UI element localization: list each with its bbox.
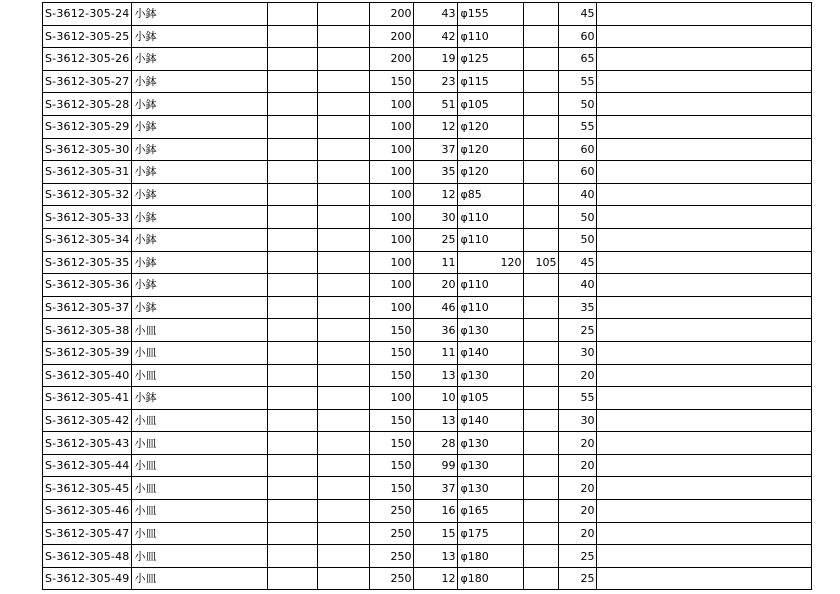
cell-quantity[interactable]: 250 bbox=[370, 522, 414, 545]
cell-stock[interactable]: 13 bbox=[414, 409, 458, 432]
cell-value[interactable]: 25 bbox=[559, 567, 597, 590]
cell-empty[interactable] bbox=[318, 500, 370, 523]
cell-name[interactable]: 小鉢 bbox=[132, 3, 268, 26]
table-row bbox=[43, 567, 812, 590]
table-row bbox=[43, 161, 812, 184]
cell-empty[interactable] bbox=[597, 3, 812, 26]
cell-code[interactable]: S-3612-305-38 bbox=[43, 319, 132, 342]
cell-size2[interactable] bbox=[524, 477, 559, 500]
cell-size2[interactable] bbox=[524, 387, 559, 410]
cell-size[interactable]: 120 bbox=[458, 251, 524, 274]
cell-size2[interactable] bbox=[524, 522, 559, 545]
cell-empty[interactable] bbox=[597, 454, 812, 477]
cell-size[interactable]: φ180 bbox=[458, 545, 524, 568]
cell-quantity[interactable]: 100 bbox=[370, 387, 414, 410]
cell-empty[interactable] bbox=[268, 48, 318, 71]
cell-quantity[interactable]: 100 bbox=[370, 228, 414, 251]
cell-quantity[interactable]: 150 bbox=[370, 319, 414, 342]
cell-stock[interactable]: 15 bbox=[414, 522, 458, 545]
cell-stock[interactable]: 20 bbox=[414, 274, 458, 297]
table-row bbox=[43, 138, 812, 161]
cell-value[interactable]: 20 bbox=[559, 477, 597, 500]
cell-empty[interactable] bbox=[268, 251, 318, 274]
table-row bbox=[43, 387, 812, 410]
cell-empty[interactable] bbox=[318, 138, 370, 161]
cell-empty[interactable] bbox=[268, 364, 318, 387]
cell-quantity[interactable]: 150 bbox=[370, 477, 414, 500]
cell-empty[interactable] bbox=[268, 545, 318, 568]
cell-empty[interactable] bbox=[597, 251, 812, 274]
cell-quantity[interactable]: 200 bbox=[370, 25, 414, 48]
cell-value[interactable]: 25 bbox=[559, 319, 597, 342]
table-row bbox=[43, 70, 812, 93]
cell-empty[interactable] bbox=[318, 25, 370, 48]
cell-stock[interactable]: 28 bbox=[414, 432, 458, 455]
cell-value[interactable]: 40 bbox=[559, 183, 597, 206]
cell-stock[interactable]: 12 bbox=[414, 567, 458, 590]
cell-code[interactable]: S-3612-305-40 bbox=[43, 364, 132, 387]
cell-name[interactable]: 小皿 bbox=[132, 341, 268, 364]
cell-size2[interactable] bbox=[524, 70, 559, 93]
cell-empty[interactable] bbox=[268, 70, 318, 93]
cell-size[interactable]: φ105 bbox=[458, 93, 524, 116]
cell-empty[interactable] bbox=[318, 567, 370, 590]
table-row bbox=[43, 183, 812, 206]
table-row bbox=[43, 93, 812, 116]
table-row bbox=[43, 409, 812, 432]
cell-empty[interactable] bbox=[268, 161, 318, 184]
cell-code[interactable]: S-3612-305-30 bbox=[43, 138, 132, 161]
cell-stock[interactable]: 11 bbox=[414, 341, 458, 364]
cell-empty[interactable] bbox=[318, 115, 370, 138]
cell-empty[interactable] bbox=[268, 274, 318, 297]
cell-size[interactable]: φ130 bbox=[458, 477, 524, 500]
cell-code[interactable]: S-3612-305-33 bbox=[43, 206, 132, 229]
cell-empty[interactable] bbox=[318, 432, 370, 455]
cell-code[interactable]: S-3612-305-25 bbox=[43, 25, 132, 48]
cell-size2[interactable] bbox=[524, 25, 559, 48]
cell-name[interactable]: 小鉢 bbox=[132, 274, 268, 297]
cell-size[interactable]: φ140 bbox=[458, 341, 524, 364]
cell-size2[interactable] bbox=[524, 274, 559, 297]
cell-size2[interactable]: 105 bbox=[524, 251, 559, 274]
cell-empty[interactable] bbox=[268, 115, 318, 138]
cell-code[interactable]: S-3612-305-34 bbox=[43, 228, 132, 251]
cell-value[interactable]: 20 bbox=[559, 364, 597, 387]
cell-empty[interactable] bbox=[597, 296, 812, 319]
cell-quantity[interactable]: 150 bbox=[370, 364, 414, 387]
cell-empty[interactable] bbox=[318, 409, 370, 432]
cell-quantity[interactable]: 100 bbox=[370, 115, 414, 138]
cell-size2[interactable] bbox=[524, 138, 559, 161]
cell-quantity[interactable]: 250 bbox=[370, 567, 414, 590]
cell-stock[interactable]: 13 bbox=[414, 364, 458, 387]
cell-name[interactable]: 小鉢 bbox=[132, 183, 268, 206]
cell-size[interactable]: φ130 bbox=[458, 364, 524, 387]
cell-stock[interactable]: 25 bbox=[414, 228, 458, 251]
table-row bbox=[43, 228, 812, 251]
cell-empty[interactable] bbox=[268, 228, 318, 251]
cell-empty[interactable] bbox=[268, 138, 318, 161]
cell-quantity[interactable]: 100 bbox=[370, 251, 414, 274]
cell-name[interactable]: 小鉢 bbox=[132, 138, 268, 161]
cell-value[interactable]: 55 bbox=[559, 70, 597, 93]
cell-quantity[interactable]: 150 bbox=[370, 454, 414, 477]
cell-value[interactable]: 50 bbox=[559, 228, 597, 251]
cell-empty[interactable] bbox=[318, 70, 370, 93]
table-row bbox=[43, 432, 812, 455]
cell-code[interactable]: S-3612-305-29 bbox=[43, 115, 132, 138]
cell-empty[interactable] bbox=[318, 274, 370, 297]
cell-code[interactable]: S-3612-305-39 bbox=[43, 341, 132, 364]
cell-stock[interactable]: 99 bbox=[414, 454, 458, 477]
table-row bbox=[43, 48, 812, 71]
cell-empty[interactable] bbox=[597, 477, 812, 500]
table-body bbox=[43, 3, 812, 590]
cell-code[interactable]: S-3612-305-47 bbox=[43, 522, 132, 545]
cell-value[interactable]: 20 bbox=[559, 500, 597, 523]
table-row bbox=[43, 522, 812, 545]
cell-stock[interactable]: 11 bbox=[414, 251, 458, 274]
cell-empty[interactable] bbox=[268, 319, 318, 342]
cell-code[interactable]: S-3612-305-42 bbox=[43, 409, 132, 432]
cell-value[interactable]: 40 bbox=[559, 274, 597, 297]
cell-value[interactable]: 30 bbox=[559, 341, 597, 364]
cell-size[interactable]: φ110 bbox=[458, 228, 524, 251]
cell-empty[interactable] bbox=[318, 3, 370, 26]
table-row bbox=[43, 115, 812, 138]
table-row bbox=[43, 25, 812, 48]
cell-stock[interactable]: 13 bbox=[414, 545, 458, 568]
cell-name[interactable]: 小鉢 bbox=[132, 115, 268, 138]
cell-quantity[interactable]: 150 bbox=[370, 432, 414, 455]
cell-stock[interactable]: 19 bbox=[414, 48, 458, 71]
cell-quantity[interactable]: 100 bbox=[370, 161, 414, 184]
cell-size2[interactable] bbox=[524, 115, 559, 138]
cell-name[interactable]: 小皿 bbox=[132, 409, 268, 432]
cell-empty[interactable] bbox=[597, 161, 812, 184]
table-row bbox=[43, 500, 812, 523]
cell-empty[interactable] bbox=[318, 545, 370, 568]
cell-empty[interactable] bbox=[268, 93, 318, 116]
cell-size[interactable]: φ180 bbox=[458, 567, 524, 590]
cell-quantity[interactable]: 200 bbox=[370, 48, 414, 71]
cell-stock[interactable]: 51 bbox=[414, 93, 458, 116]
cell-empty[interactable] bbox=[268, 567, 318, 590]
table-row bbox=[43, 545, 812, 568]
cell-value[interactable]: 50 bbox=[559, 206, 597, 229]
cell-quantity[interactable]: 150 bbox=[370, 70, 414, 93]
cell-empty[interactable] bbox=[268, 25, 318, 48]
cell-stock[interactable]: 12 bbox=[414, 183, 458, 206]
cell-size2[interactable] bbox=[524, 48, 559, 71]
cell-code[interactable]: S-3612-305-41 bbox=[43, 387, 132, 410]
cell-empty[interactable] bbox=[268, 432, 318, 455]
cell-code[interactable]: S-3612-305-28 bbox=[43, 93, 132, 116]
cell-empty[interactable] bbox=[597, 138, 812, 161]
cell-empty[interactable] bbox=[597, 409, 812, 432]
table-row bbox=[43, 3, 812, 26]
cell-empty[interactable] bbox=[268, 409, 318, 432]
cell-name[interactable]: 小皿 bbox=[132, 432, 268, 455]
cell-empty[interactable] bbox=[597, 206, 812, 229]
cell-name[interactable]: 小皿 bbox=[132, 319, 268, 342]
cell-code[interactable]: S-3612-305-36 bbox=[43, 274, 132, 297]
cell-code[interactable]: S-3612-305-45 bbox=[43, 477, 132, 500]
cell-value[interactable]: 20 bbox=[559, 522, 597, 545]
cell-empty[interactable] bbox=[318, 228, 370, 251]
cell-empty[interactable] bbox=[268, 477, 318, 500]
cell-empty[interactable] bbox=[318, 161, 370, 184]
cell-size[interactable]: φ155 bbox=[458, 3, 524, 26]
cell-code[interactable]: S-3612-305-46 bbox=[43, 500, 132, 523]
cell-empty[interactable] bbox=[597, 183, 812, 206]
cell-value[interactable]: 60 bbox=[559, 138, 597, 161]
cell-stock[interactable]: 46 bbox=[414, 296, 458, 319]
cell-empty[interactable] bbox=[597, 522, 812, 545]
cell-empty[interactable] bbox=[318, 93, 370, 116]
cell-stock[interactable]: 35 bbox=[414, 161, 458, 184]
cell-size2[interactable] bbox=[524, 454, 559, 477]
cell-empty[interactable] bbox=[597, 364, 812, 387]
cell-name[interactable]: 小皿 bbox=[132, 500, 268, 523]
cell-empty[interactable] bbox=[597, 25, 812, 48]
cell-size2[interactable] bbox=[524, 319, 559, 342]
cell-empty[interactable] bbox=[597, 319, 812, 342]
table-row bbox=[43, 274, 812, 297]
cell-stock[interactable]: 42 bbox=[414, 25, 458, 48]
cell-stock[interactable]: 23 bbox=[414, 70, 458, 93]
cell-empty[interactable] bbox=[318, 522, 370, 545]
cell-size2[interactable] bbox=[524, 3, 559, 26]
cell-empty[interactable] bbox=[318, 477, 370, 500]
cell-value[interactable]: 60 bbox=[559, 161, 597, 184]
cell-quantity[interactable]: 100 bbox=[370, 206, 414, 229]
cell-empty[interactable] bbox=[597, 545, 812, 568]
cell-value[interactable]: 45 bbox=[559, 3, 597, 26]
cell-size2[interactable] bbox=[524, 364, 559, 387]
cell-size2[interactable] bbox=[524, 93, 559, 116]
table-row bbox=[43, 454, 812, 477]
cell-value[interactable]: 60 bbox=[559, 25, 597, 48]
cell-stock[interactable]: 37 bbox=[414, 138, 458, 161]
cell-quantity[interactable]: 100 bbox=[370, 274, 414, 297]
cell-size2[interactable] bbox=[524, 341, 559, 364]
cell-size2[interactable] bbox=[524, 296, 559, 319]
cell-quantity[interactable]: 250 bbox=[370, 545, 414, 568]
cell-code[interactable]: S-3612-305-37 bbox=[43, 296, 132, 319]
cell-size[interactable]: φ120 bbox=[458, 138, 524, 161]
cell-value[interactable]: 35 bbox=[559, 296, 597, 319]
table-row bbox=[43, 319, 812, 342]
inventory-table bbox=[42, 2, 812, 590]
cell-code[interactable]: S-3612-305-26 bbox=[43, 48, 132, 71]
cell-stock[interactable]: 30 bbox=[414, 206, 458, 229]
cell-value[interactable]: 30 bbox=[559, 409, 597, 432]
cell-name[interactable]: 小皿 bbox=[132, 454, 268, 477]
cell-size[interactable]: φ110 bbox=[458, 206, 524, 229]
cell-size[interactable]: φ115 bbox=[458, 70, 524, 93]
cell-name[interactable]: 小皿 bbox=[132, 477, 268, 500]
cell-quantity[interactable]: 200 bbox=[370, 3, 414, 26]
cell-quantity[interactable]: 150 bbox=[370, 409, 414, 432]
cell-quantity[interactable]: 100 bbox=[370, 93, 414, 116]
cell-empty[interactable] bbox=[597, 93, 812, 116]
cell-name[interactable]: 小鉢 bbox=[132, 93, 268, 116]
cell-size2[interactable] bbox=[524, 545, 559, 568]
cell-empty[interactable] bbox=[268, 183, 318, 206]
cell-empty[interactable] bbox=[268, 522, 318, 545]
cell-name[interactable]: 小皿 bbox=[132, 545, 268, 568]
cell-size[interactable]: φ175 bbox=[458, 522, 524, 545]
cell-name[interactable]: 小鉢 bbox=[132, 296, 268, 319]
table-row bbox=[43, 251, 812, 274]
cell-size2[interactable] bbox=[524, 567, 559, 590]
cell-empty[interactable] bbox=[318, 296, 370, 319]
cell-code[interactable]: S-3612-305-49 bbox=[43, 567, 132, 590]
cell-empty[interactable] bbox=[597, 341, 812, 364]
cell-size2[interactable] bbox=[524, 183, 559, 206]
cell-quantity[interactable]: 250 bbox=[370, 500, 414, 523]
cell-empty[interactable] bbox=[597, 228, 812, 251]
cell-name[interactable]: 小鉢 bbox=[132, 48, 268, 71]
cell-empty[interactable] bbox=[597, 48, 812, 71]
cell-value[interactable]: 55 bbox=[559, 387, 597, 410]
cell-stock[interactable]: 43 bbox=[414, 3, 458, 26]
cell-empty[interactable] bbox=[268, 3, 318, 26]
cell-size2[interactable] bbox=[524, 206, 559, 229]
cell-quantity[interactable]: 150 bbox=[370, 341, 414, 364]
cell-value[interactable]: 55 bbox=[559, 115, 597, 138]
table-row bbox=[43, 296, 812, 319]
cell-value[interactable]: 25 bbox=[559, 545, 597, 568]
cell-size[interactable]: φ110 bbox=[458, 274, 524, 297]
cell-value[interactable]: 20 bbox=[559, 432, 597, 455]
cell-empty[interactable] bbox=[268, 341, 318, 364]
cell-size[interactable]: φ125 bbox=[458, 48, 524, 71]
cell-size[interactable]: φ165 bbox=[458, 500, 524, 523]
cell-size[interactable]: φ140 bbox=[458, 409, 524, 432]
cell-empty[interactable] bbox=[268, 387, 318, 410]
cell-size2[interactable] bbox=[524, 432, 559, 455]
cell-empty[interactable] bbox=[318, 341, 370, 364]
cell-empty[interactable] bbox=[597, 387, 812, 410]
cell-size[interactable]: φ85 bbox=[458, 183, 524, 206]
cell-code[interactable]: S-3612-305-31 bbox=[43, 161, 132, 184]
cell-code[interactable]: S-3612-305-44 bbox=[43, 454, 132, 477]
cell-size[interactable]: φ110 bbox=[458, 25, 524, 48]
table-row bbox=[43, 206, 812, 229]
cell-value[interactable]: 50 bbox=[559, 93, 597, 116]
cell-empty[interactable] bbox=[318, 319, 370, 342]
cell-empty[interactable] bbox=[318, 364, 370, 387]
cell-empty[interactable] bbox=[318, 206, 370, 229]
cell-size[interactable]: φ130 bbox=[458, 454, 524, 477]
cell-empty[interactable] bbox=[268, 500, 318, 523]
cell-quantity[interactable]: 100 bbox=[370, 183, 414, 206]
cell-size[interactable]: φ105 bbox=[458, 387, 524, 410]
cell-value[interactable]: 65 bbox=[559, 48, 597, 71]
cell-name[interactable]: 小鉢 bbox=[132, 161, 268, 184]
cell-empty[interactable] bbox=[318, 48, 370, 71]
cell-code[interactable]: S-3612-305-48 bbox=[43, 545, 132, 568]
cell-name[interactable]: 小皿 bbox=[132, 364, 268, 387]
table-row bbox=[43, 477, 812, 500]
table-row bbox=[43, 341, 812, 364]
cell-name[interactable]: 小鉢 bbox=[132, 25, 268, 48]
cell-name[interactable]: 小皿 bbox=[132, 567, 268, 590]
cell-value[interactable]: 45 bbox=[559, 251, 597, 274]
cell-size2[interactable] bbox=[524, 409, 559, 432]
cell-empty[interactable] bbox=[597, 70, 812, 93]
cell-stock[interactable]: 37 bbox=[414, 477, 458, 500]
cell-size[interactable]: φ130 bbox=[458, 319, 524, 342]
cell-empty[interactable] bbox=[597, 500, 812, 523]
cell-empty[interactable] bbox=[318, 251, 370, 274]
cell-size[interactable]: φ110 bbox=[458, 296, 524, 319]
cell-code[interactable]: S-3612-305-32 bbox=[43, 183, 132, 206]
cell-empty[interactable] bbox=[597, 567, 812, 590]
cell-empty[interactable] bbox=[268, 296, 318, 319]
cell-name[interactable]: 小鉢 bbox=[132, 228, 268, 251]
cell-size[interactable]: φ120 bbox=[458, 161, 524, 184]
cell-empty[interactable] bbox=[597, 274, 812, 297]
cell-size[interactable]: φ130 bbox=[458, 432, 524, 455]
cell-value[interactable]: 20 bbox=[559, 454, 597, 477]
cell-code[interactable]: S-3612-305-27 bbox=[43, 70, 132, 93]
cell-empty[interactable] bbox=[318, 454, 370, 477]
cell-name[interactable]: 小鉢 bbox=[132, 387, 268, 410]
cell-size[interactable]: φ120 bbox=[458, 115, 524, 138]
cell-stock[interactable]: 36 bbox=[414, 319, 458, 342]
table-row bbox=[43, 364, 812, 387]
cell-size2[interactable] bbox=[524, 500, 559, 523]
cell-code[interactable]: S-3612-305-24 bbox=[43, 3, 132, 26]
cell-stock[interactable]: 10 bbox=[414, 387, 458, 410]
cell-quantity[interactable]: 100 bbox=[370, 138, 414, 161]
cell-name[interactable]: 小皿 bbox=[132, 522, 268, 545]
cell-name[interactable]: 小鉢 bbox=[132, 206, 268, 229]
cell-empty[interactable] bbox=[268, 454, 318, 477]
cell-name[interactable]: 小鉢 bbox=[132, 70, 268, 93]
cell-size2[interactable] bbox=[524, 228, 559, 251]
cell-quantity[interactable]: 100 bbox=[370, 296, 414, 319]
cell-stock[interactable]: 12 bbox=[414, 115, 458, 138]
cell-empty[interactable] bbox=[318, 387, 370, 410]
cell-name[interactable]: 小鉢 bbox=[132, 251, 268, 274]
cell-size2[interactable] bbox=[524, 161, 559, 184]
cell-empty[interactable] bbox=[597, 432, 812, 455]
cell-code[interactable]: S-3612-305-35 bbox=[43, 251, 132, 274]
cell-code[interactable]: S-3612-305-43 bbox=[43, 432, 132, 455]
cell-empty[interactable] bbox=[268, 206, 318, 229]
cell-empty[interactable] bbox=[318, 183, 370, 206]
cell-stock[interactable]: 16 bbox=[414, 500, 458, 523]
cell-empty[interactable] bbox=[597, 115, 812, 138]
